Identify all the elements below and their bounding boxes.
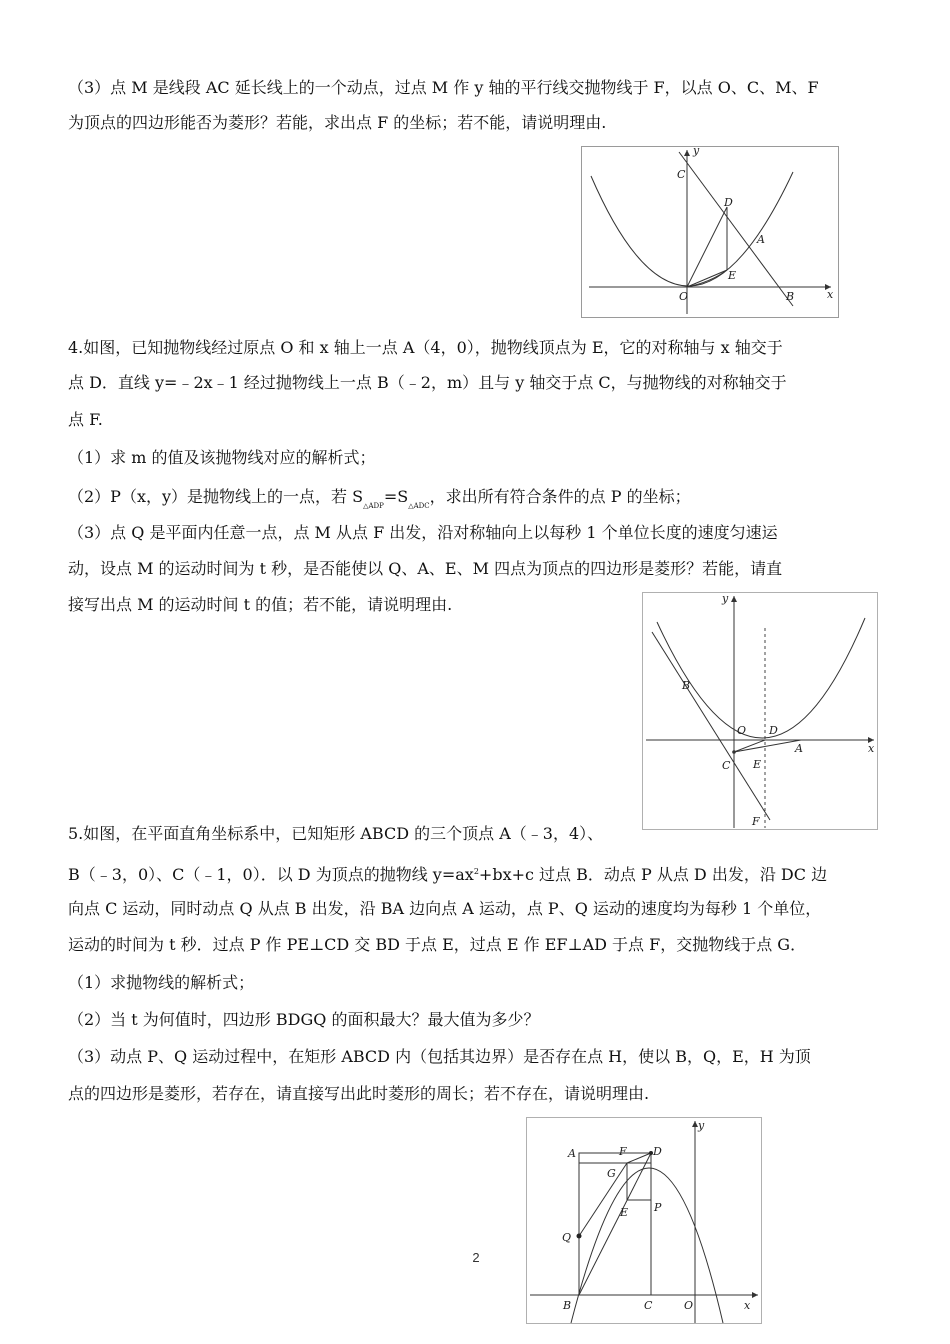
- fig2-label-c: C: [722, 759, 731, 772]
- fig3-label-c: C: [644, 1299, 653, 1312]
- q5-part2: （2）当 t 为何值时，四边形 BDGQ 的面积最大？最大值为多少？: [68, 1010, 540, 1029]
- fig1-label-b: B: [786, 290, 795, 303]
- fig3-label-y: y: [698, 1119, 705, 1132]
- fig1-label-d: D: [724, 196, 733, 209]
- fig2-label-d: D: [769, 724, 778, 737]
- q5-part3-line2: 点的四边形是菱形，若存在，请直接写出此时菱形的周长；若不存在，请说明理由.: [68, 1084, 650, 1103]
- q5-stem-line1: 5.如图，在平面直角坐标系中，已知矩形 ABCD 的三个顶点 A（﹣3，4）、: [68, 824, 604, 843]
- q5-stem-line4: 运动的时间为 t 秒．过点 P 作 PE⊥CD 交 BD 于点 E，过点 E 作 EF⊥AD 于点 F，交抛物线于点 G．: [68, 935, 807, 954]
- q5-part1: （1）求抛物线的解析式；: [68, 973, 255, 992]
- q5-part3-line1: （3）动点 P、Q 运动过程中，在矩形 ABCD 内（包括其边界）是否存在点 H，使以 B，Q，E，H 为顶: [68, 1047, 811, 1066]
- fig1-label-a: A: [757, 233, 765, 246]
- fig3-label-o: O: [684, 1299, 694, 1312]
- figure-q4: [642, 592, 878, 830]
- fig1-label-x: x: [827, 288, 834, 301]
- fig2-label-o: O: [737, 724, 747, 737]
- fig3-label-d: D: [653, 1145, 662, 1158]
- fig1-label-e: E: [728, 269, 737, 282]
- fig2-label-b: B: [682, 679, 691, 692]
- fig2-label-f: F: [752, 815, 760, 828]
- fig2-label-e: E: [753, 758, 762, 771]
- q5-stem-line3: 向点 C 运动，同时动点 Q 从点 B 出发，沿 BA 边向点 A 运动，点 P、Q 运动的速度均为每秒 1 个单位，: [68, 899, 822, 918]
- q4-part3-line1: （3）点 Q 是平面内任意一点，点 M 从点 F 出发，沿对称轴向上以每秒 1 个单位长度的速度匀速运: [68, 523, 778, 542]
- fig2-label-a: A: [795, 742, 803, 755]
- fig2-label-y: y: [722, 592, 729, 605]
- q4-part2: （2）P（x，y）是抛物线上的一点，若 $S_{\triangle ADP}=S_{\triangle ADC}$，求出所有符合条件的点 P 的坐标；: [68, 487, 691, 510]
- q4-part3-line2: 动，设点 M 的运动时间为 t 秒，是否能使以 Q、A、E、M 四点为顶点的四边形是菱形？若能，请直: [68, 559, 783, 578]
- fig3-label-x: x: [744, 1299, 751, 1312]
- page-number: 2: [472, 1250, 480, 1265]
- fig2-label-x: x: [868, 742, 875, 755]
- q4-stem-line2: 点 D．直线 y=﹣2x﹣1 经过抛物线上一点 B（﹣2，m）且与 y 轴交于点 C，与抛物线的对称轴交于: [68, 373, 787, 392]
- fig1-label-c: C: [677, 168, 686, 181]
- figure-q5: [526, 1117, 762, 1325]
- fig3-label-f: F: [619, 1145, 627, 1158]
- fig3-label-e: E: [620, 1206, 629, 1219]
- fig3-label-g: G: [607, 1167, 616, 1180]
- q3-part3-line1: （3）点 M 是线段 AC 延长线上的一个动点，过点 M 作 y 轴的平行线交抛物线于 F，以点 O、C、M、F: [68, 78, 819, 97]
- q4-stem-line1: 4.如图，已知抛物线经过原点 O 和 x 轴上一点 A（4，0），抛物线顶点为 E，它的对称轴与 x 轴交于: [68, 338, 783, 357]
- figure-q3: [581, 146, 839, 318]
- fig3-label-q: Q: [562, 1231, 572, 1244]
- q4-part1: （1）求 m 的值及该抛物线对应的解析式；: [68, 448, 376, 467]
- q3-part3-line2: 为顶点的四边形能否为菱形？若能，求出点 F 的坐标；若不能，请说明理由.: [68, 113, 607, 132]
- q4-stem-line3: 点 F.: [68, 410, 103, 429]
- fig1-label-y: y: [693, 146, 700, 157]
- q4-part3-line3: 接写出点 M 的运动时间 t 的值；若不能，请说明理由.: [68, 595, 453, 614]
- fig1-label-o: O: [679, 290, 689, 303]
- fig3-label-a: A: [568, 1147, 576, 1160]
- fig3-label-p: P: [654, 1201, 662, 1214]
- q5-stem-line2: B（﹣3，0）、C（﹣1，0）．以 D 为顶点的抛物线 $y=ax^2+bx+c$ 过点 B．动点 P 从点 D 出发，沿 DC 边: [68, 865, 828, 884]
- fig3-label-b: B: [563, 1299, 572, 1312]
